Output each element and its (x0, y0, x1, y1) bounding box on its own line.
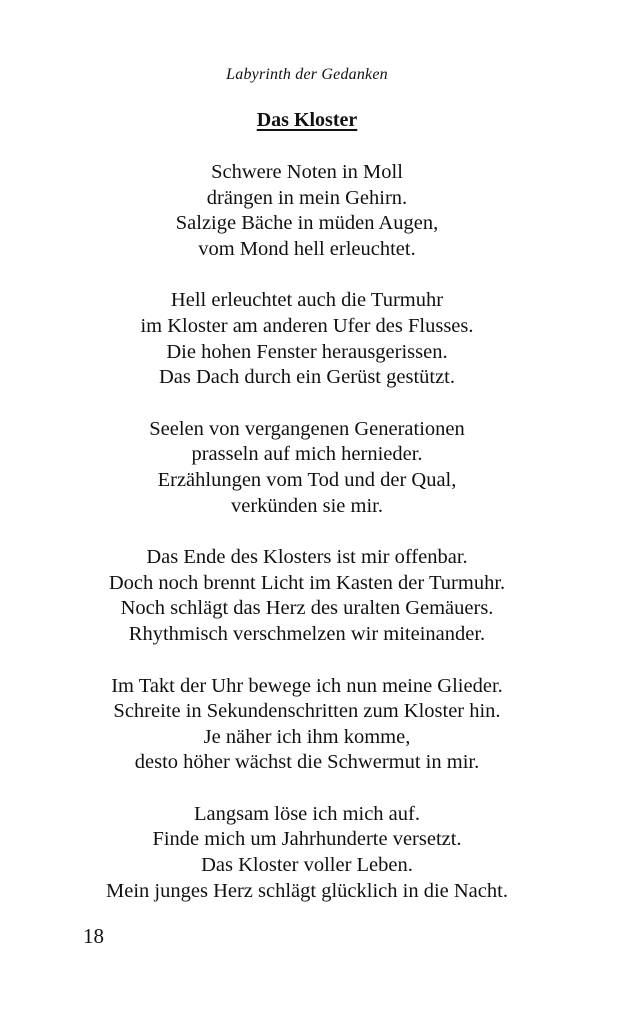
poem-line: Mein junges Herz schlägt glücklich in die Nacht. (106, 879, 508, 902)
poem-line: verkünden sie mir. (230, 494, 383, 517)
poem-line: Die hohen Fenster herausgerissen. (166, 340, 448, 363)
poem-line: Noch schlägt das Herz des uralten Gemäuers. (120, 597, 494, 620)
poem-line: Doch noch brennt Licht im Kasten der Turmuhr. (108, 571, 506, 594)
poem-line: Langsam löse ich mich auf. (193, 802, 420, 825)
poem-line: Rhythmisch verschmelzen wir miteinander. (128, 622, 486, 645)
poem-line: Hell erleuchtet auch die Turmuhr (170, 289, 444, 312)
poem-title: Das Kloster (256, 109, 358, 131)
poem-line: prasseln auf mich hernieder. (191, 443, 423, 466)
stanza-3 (0, 417, 614, 519)
poem-line: Finde mich um Jahrhunderte versetzt. (152, 828, 462, 851)
poem-line: Das Ende des Klosters ist mir offenbar. (146, 546, 468, 569)
poem-line: Das Kloster voller Leben. (201, 854, 413, 877)
poem-body (0, 160, 614, 930)
running-header: Labyrinth der Gedanken (226, 66, 388, 83)
poem-line: Schreite in Sekundenschritten zum Kloster hin. (113, 700, 501, 723)
poem-line: Erzählungen vom Tod und der Qual, (157, 468, 457, 491)
poem-line: im Kloster am anderen Ufer des Flusses. (140, 314, 474, 337)
poem-line: Schwere Noten in Moll (211, 161, 403, 183)
poem-line: desto höher wächst die Schwermut in mir. (134, 751, 480, 774)
stanza-4 (0, 545, 614, 647)
poem-line: Je näher ich ihm komme, (203, 725, 411, 748)
poem-line: vom Mond hell erleuchtet. (198, 237, 416, 260)
poem-line: Das Dach durch ein Gerüst gestützt. (158, 366, 456, 389)
stanza-2 (0, 288, 614, 390)
stanza-5 (0, 674, 614, 776)
poem-line: Seelen von vergangenen Generationen (149, 417, 465, 440)
stanza-1 (0, 160, 614, 262)
poem-line: Im Takt der Uhr bewege ich nun meine Glieder. (111, 674, 503, 697)
stanza-6 (0, 802, 614, 904)
page-number: 18 (83, 924, 104, 948)
poem-line: drängen in mein Gehirn. (206, 186, 408, 209)
poem-line: Salzige Bäche in müden Augen, (175, 212, 439, 235)
